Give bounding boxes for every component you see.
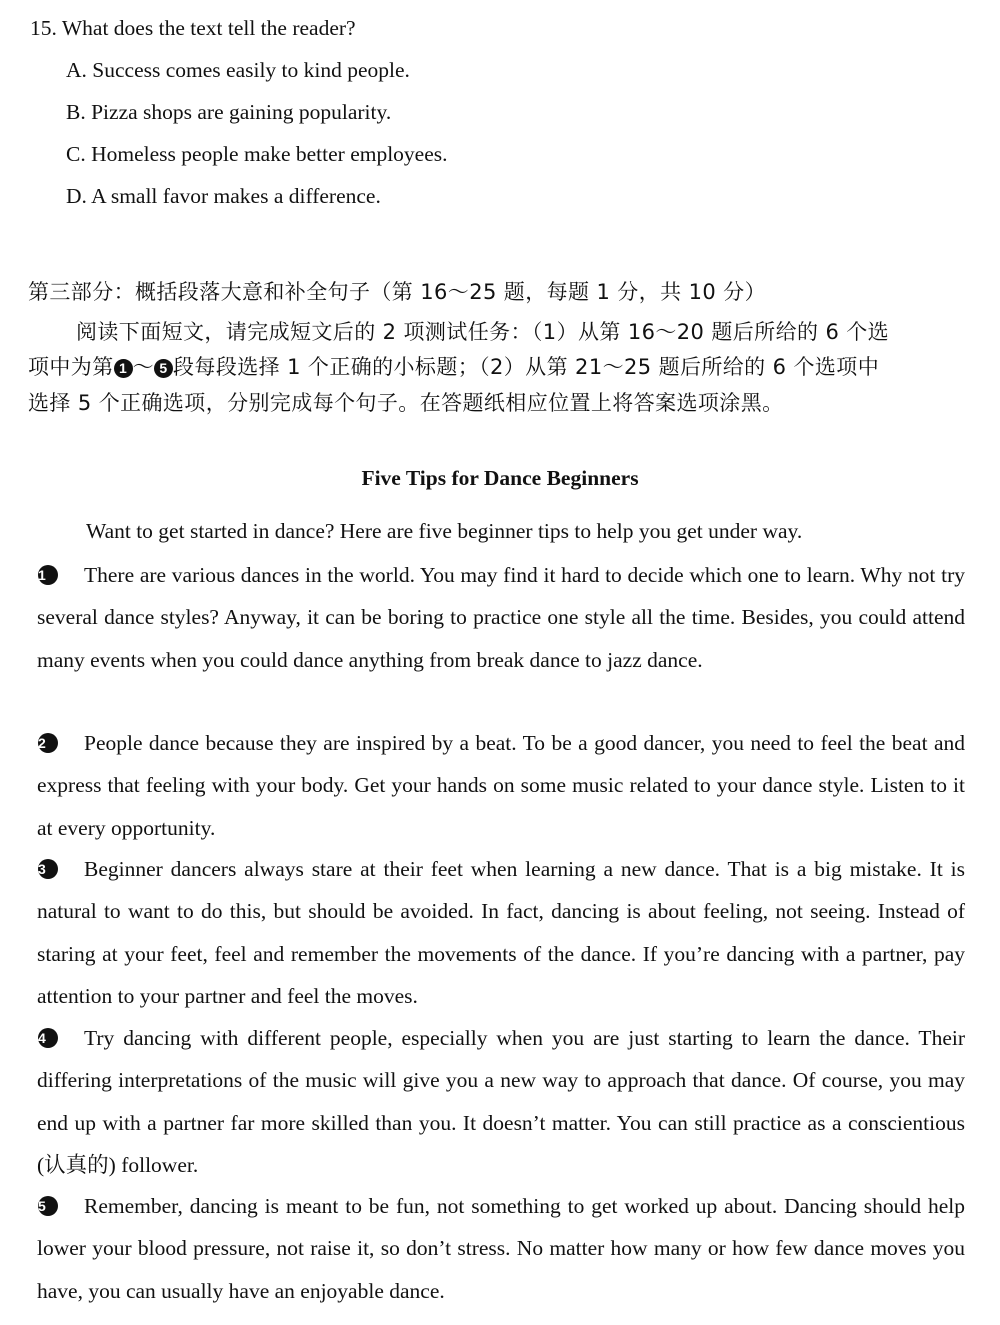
option-label: D.: [66, 184, 87, 208]
question-stem: [30, 16, 356, 41]
option-text: A small favor makes a difference.: [91, 184, 381, 208]
paragraph-1: [37, 554, 965, 681]
option-d: [66, 184, 381, 209]
option-a: [66, 58, 410, 83]
circled-number-icon: 1: [38, 565, 58, 585]
article-intro: Want to get started in dance? Here are five beginner tips to help you get under way.: [86, 519, 803, 543]
circled-number-icon: 5: [154, 359, 173, 378]
paragraph-2: [37, 722, 965, 849]
paragraph-text: Try dancing with different people, especially when you are just starting to learn the dance. Their differing interpretations of the music will give you a new way to approach that dance. Of course, you may end up with a partner far more skilled than you. It doesn’t matter. You can still practice as a conscientious (认真的) follower.: [37, 1026, 965, 1177]
option-text: Success comes easily to kind people.: [92, 58, 410, 82]
option-text: Homeless people make better employees.: [91, 142, 448, 166]
paragraph-5: [37, 1185, 965, 1312]
instructions-line-1: 阅读下面短文，请完成短文后的 2 项测试任务：（1）从第 16～20 题后所给的 6 个选: [76, 320, 890, 344]
option-label: A.: [66, 58, 87, 82]
article-title: Five Tips for Dance Beginners: [361, 466, 639, 490]
option-text: Pizza shops are gaining popularity.: [91, 100, 392, 124]
paragraph-text: People dance because they are inspired by a beat. To be a good dancer, you need to feel the beat and express that feeling with your body. Get your hands on some music related to your dance style. Listen to it at every opportunity.: [37, 731, 965, 840]
circled-number-icon: 5: [38, 1196, 58, 1216]
paragraph-text: Remember, dancing is meant to be fun, not something to get worked up about. Dancing should help lower your blood pressure, not raise it, so don’t stress. No matter how many or how few dance moves you have, you can usually have an enjoyable dance.: [37, 1194, 965, 1303]
section-heading: 第三部分：概括段落大意和补全句子（第 16～25 题，每题 1 分，共 10 分）: [28, 280, 766, 304]
option-b: [66, 100, 391, 125]
question-text: What does the text tell the reader?: [61, 16, 356, 40]
circled-number-icon: 2: [38, 733, 58, 753]
tilde: ～: [132, 355, 155, 379]
instructions-text: 段每段选择 1 个正确的小标题；（2）从第 21～25 题后所给的 6 个选项中: [173, 355, 880, 379]
paragraph-text: There are various dances in the world. You may find it hard to decide which one to learn. Why not try several dance styles? Anyway, it can be boring to practice one style all the time. Besides, you could attend many events when you could dance anything from break dance to jazz dance.: [37, 563, 965, 672]
instructions-line-2: [28, 351, 879, 381]
instructions-text: 项中为第: [28, 355, 114, 379]
instructions-line-3: 选择 5 个正确选项，分别完成每个句子。在答题纸相应位置上将答案选项涂黑。: [28, 391, 784, 415]
paragraph-4: [37, 1017, 965, 1186]
option-c: [66, 142, 448, 167]
paragraph-text: Beginner dancers always stare at their feet when learning a new dance. That is a big mistake. It is natural to want to do this, but should be avoided. In fact, dancing is about feeling, not seeing. Instead of staring at your feet, feel and remember the movements of the dance. If you’re dancing with a partner, pay attention to your partner and feel the moves.: [37, 857, 965, 1008]
circled-number-icon: 3: [38, 859, 58, 879]
option-label: C.: [66, 142, 86, 166]
question-number: 15.: [30, 16, 57, 40]
option-label: B.: [66, 100, 86, 124]
circled-number-icon: 1: [114, 359, 133, 378]
circled-number-icon: 4: [38, 1028, 58, 1048]
paragraph-3: [37, 848, 965, 1017]
